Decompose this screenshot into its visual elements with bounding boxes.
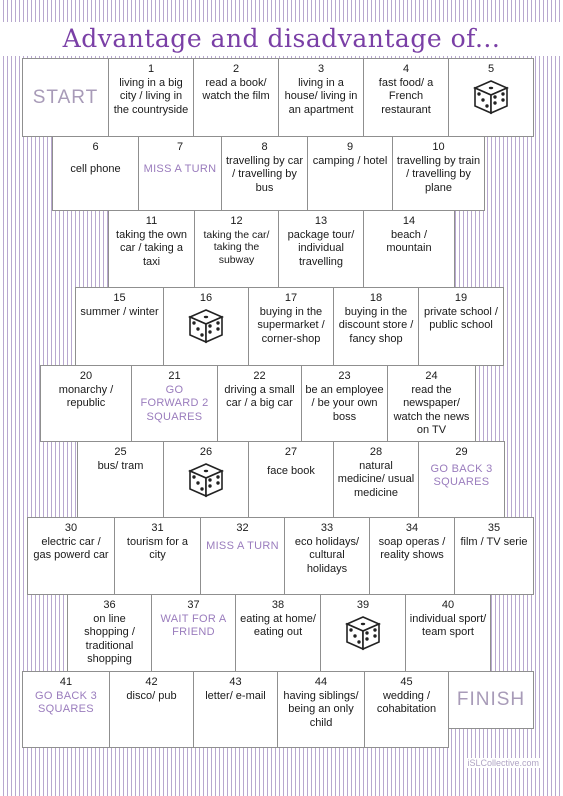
square-text: travelling by train / travelling by plane [396,154,481,194]
square-text: GO BACK 3 SQUARES [35,689,97,715]
square-number: 21 [168,370,181,382]
board-square-11 [108,210,195,288]
dice-icon [343,615,383,651]
board-square-38 [235,594,321,672]
square-number: 26 [199,446,213,458]
square-text: read a book/ watch the film [202,76,270,102]
square-text: driving a small car / a big car [224,383,295,409]
square-text: WAIT FOR A FRIEND [160,612,227,638]
square-number: 43 [229,676,242,688]
board-square-6 [52,136,139,211]
board-square-10 [392,136,485,211]
board-square-14 [363,210,455,288]
square-text: private school / public school [424,305,498,331]
square-number: 13 [314,215,328,227]
square-number: 9 [346,141,354,153]
dice-icon [186,308,226,344]
square-text: on line shopping / traditional shopping [84,612,135,665]
square-text: MISS A TURN [143,162,217,175]
board-square-27 [248,441,334,518]
square-number: 25 [114,446,127,458]
square-number: 2 [232,63,240,75]
board-square-45 [364,671,449,748]
board-square-7 [138,136,222,211]
square-text: individual sport/ team sport [409,612,487,638]
watermark: iSLCollective.com [467,758,539,768]
board-square-24 [387,365,476,442]
square-number: 7 [176,141,184,153]
board-square-18 [333,287,419,366]
board-square-37 [151,594,236,672]
square-number: 14 [402,215,416,227]
board-square-21 [131,365,218,442]
board-square-31 [114,517,201,595]
square-text: cell phone [70,162,121,175]
board-square-22 [217,365,302,442]
square-number: 24 [425,370,438,382]
square-number: 33 [320,522,334,534]
dice-icon [471,79,511,115]
board-square-36 [67,594,152,672]
square-text: wedding / cohabitation [376,689,437,715]
square-text: eating at home/ eating out [240,612,316,638]
square-number: 39 [356,599,370,611]
square-number: 31 [151,522,164,534]
square-number: 27 [284,446,298,458]
square-number: 8 [261,141,268,153]
page-title: Advantage and disadvantage of... [0,22,563,56]
square-text: taking the car/ taking the subway [203,228,270,266]
square-text: soap operas / reality shows [378,535,446,561]
square-text: GO BACK 3 SQUARES [430,462,493,488]
square-number: 4 [402,63,410,75]
board-square-39 [320,594,406,672]
square-text: travelling by car / travelling by bus [225,154,304,194]
square-text: read the newspaper/ watch the news on TV [393,383,470,436]
square-number: 23 [338,370,351,382]
square-text: summer / winter [80,305,159,318]
square-text: eco holidays/ cultural holidays [294,535,360,575]
board-square-12 [194,210,279,288]
square-number: 38 [271,599,285,611]
square-text: living in a house/ living in an apartment [284,76,358,116]
finish-square [448,671,534,729]
square-text: camping / hotel [312,154,388,167]
square-text: tourism for a city [126,535,189,561]
board-square-8 [221,136,308,211]
board-square-44 [277,671,365,748]
square-number: 19 [454,292,468,304]
square-text: GO FORWARD 2 SQUARES [140,383,209,423]
square-text: MISS A TURN [206,539,279,552]
board-square-25 [77,441,164,518]
finish-label: FINISH [456,689,526,711]
square-number: 16 [199,292,213,304]
square-number: 5 [487,63,495,75]
square-number: 45 [400,676,413,688]
square-text: having siblings/ being an only child [283,689,359,729]
square-text: beach / mountain [386,228,432,254]
start-label: START [32,86,99,108]
board-square-28 [333,441,419,518]
square-number: 10 [432,141,445,153]
board-square-17 [248,287,334,366]
square-number: 11 [145,215,158,227]
board-square-16 [163,287,249,366]
board-square-2 [193,58,279,137]
square-text: package tour/ individual travelling [287,228,355,268]
board-square-42 [109,671,194,748]
board-square-15 [75,287,164,366]
board-square-34 [369,517,455,595]
square-number: 35 [487,522,501,534]
square-number: 20 [79,370,93,382]
square-text: disco/ pub [126,689,177,702]
board-square-35 [454,517,534,595]
square-text: letter/ e-mail [205,689,266,702]
square-number: 12 [230,215,243,227]
board-square-3 [278,58,364,137]
board-square-9 [307,136,393,211]
board-square-13 [278,210,364,288]
square-number: 42 [145,676,158,688]
board-square-5 [448,58,534,137]
square-number: 34 [405,522,419,534]
board-square-43 [193,671,278,748]
square-text: face book [267,464,315,477]
square-text: bus/ tram [97,459,144,472]
square-number: 29 [455,446,468,458]
square-number: 30 [64,522,78,534]
square-number: 40 [441,599,455,611]
square-number: 44 [314,676,328,688]
square-text: monarchy / republic [58,383,114,409]
square-text: buying in the discount store / fancy shop [338,305,414,345]
square-number: 37 [187,599,200,611]
square-text: be an employee / be your own boss [305,383,384,423]
board-square-30 [27,517,115,595]
square-number: 28 [369,446,383,458]
dice-icon [186,462,226,498]
square-text: electric car / gas powerd car [33,535,109,561]
square-text: buying in the supermarket / corner-shop [257,305,325,345]
square-number: 1 [147,63,155,75]
board-square-20 [40,365,132,442]
square-number: 41 [59,676,73,688]
board-square-4 [363,58,449,137]
square-number: 36 [103,599,116,611]
square-number: 22 [253,370,266,382]
square-text: living in a big city / living in the countryside [113,76,189,116]
start-square [22,58,109,137]
board-square-41 [22,671,110,748]
board-square-32 [200,517,285,595]
board-square-29 [418,441,505,518]
square-text: film / TV serie [460,535,528,548]
board-square-33 [284,517,370,595]
square-number: 18 [369,292,383,304]
square-number: 6 [92,141,99,153]
board-square-23 [301,365,388,442]
square-text: taking the own car / taking a taxi [116,228,187,268]
board-square-1 [108,58,194,137]
board-square-19 [418,287,504,366]
board-square-40 [405,594,491,672]
square-number: 32 [236,522,249,534]
square-number: 3 [317,63,325,75]
square-number: 17 [284,292,298,304]
square-number: 15 [113,292,126,304]
board-square-26 [163,441,249,518]
square-text: fast food/ a French restaurant [378,76,434,116]
square-text: natural medicine/ usual medicine [337,459,415,499]
